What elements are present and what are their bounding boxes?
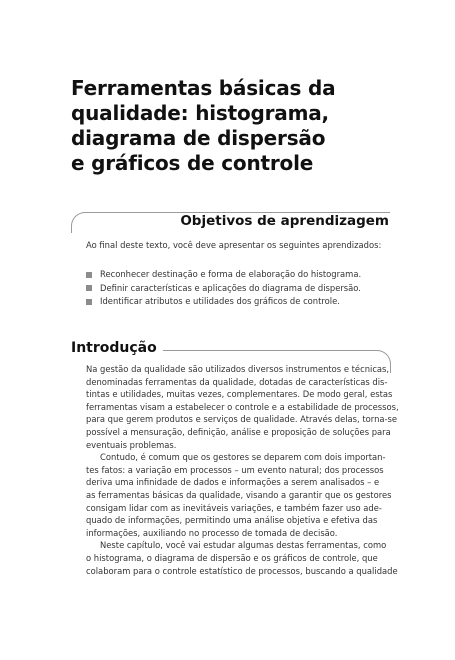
chapter-title-line: e gráficos de controle	[71, 151, 314, 175]
square-bullet-icon	[86, 299, 92, 305]
objectives-intro: Ao final deste texto, você deve apresentar os seguintes aprendizados:	[86, 240, 382, 250]
square-bullet-icon	[86, 272, 92, 278]
square-bullet-icon	[86, 285, 92, 291]
body-line: quado de informações, permitindo uma análise objetiva e efetiva das	[86, 515, 378, 526]
chapter-title-line: qualidade: histograma,	[71, 101, 329, 125]
objective-item-text: Identificar atributos e utilidades dos gráficos de controle.	[100, 296, 340, 306]
objective-item	[86, 268, 361, 282]
body-line: possível a mensuração, definição, análise e proposição de soluções para	[86, 426, 391, 437]
introduction-body	[86, 363, 399, 577]
body-line: Na gestão da qualidade são utilizados diversos instrumentos e técnicas,	[86, 364, 390, 374]
body-line: Contudo, é comum que os gestores se deparem com dois importan-	[100, 452, 386, 463]
body-line: denominadas ferramentas da qualidade, dotadas de características dis-	[86, 376, 388, 387]
objective-item-text: Reconhecer destinação e forma de elaboração do histograma.	[100, 269, 362, 279]
chapter-title-line: Ferramentas básicas da	[71, 76, 336, 100]
body-line: as ferramentas básicas da qualidade, visando a garantir que os gestores	[86, 489, 392, 500]
body-line: tes fatos: a variação em processos – um evento natural; dos processos	[86, 464, 384, 475]
body-line: Neste capítulo, você vai estudar algumas destas ferramentas, como	[100, 540, 387, 551]
objectives-list	[86, 268, 361, 309]
chapter-title	[71, 76, 401, 176]
body-line: o histograma, o diagrama de dispersão e os gráficos de controle, que	[86, 552, 378, 563]
objective-item	[86, 295, 361, 309]
body-line: consigam lidar com as inevitáveis variações, e também fazer uso ade-	[86, 502, 382, 513]
body-line: colaboram para o controle estatístico de processos, buscando a qualidade	[86, 565, 398, 576]
objectives-heading: Objetivos de aprendizagem	[173, 213, 389, 229]
body-line: para que gerem produtos e serviços de qualidade. Através delas, torna-se	[86, 414, 398, 425]
body-line: ferramentas visam a estabelecer o controle e a estabilidade de processos,	[86, 401, 399, 412]
body-line: eventuais problemas.	[86, 439, 177, 450]
body-line: deriva uma infinidade de dados e informações a serem analisados – e	[86, 477, 380, 488]
introduction-heading: Introdução	[71, 340, 163, 356]
body-line: informações, auxiliando no processo de tomada de decisão.	[86, 527, 338, 538]
body-line: tintas e utilidades, muitas vezes, complementares. De modo geral, estas	[86, 389, 393, 400]
objective-item	[86, 282, 361, 296]
objective-item-text: Definir características e aplicações do diagrama de dispersão.	[100, 282, 361, 293]
chapter-title-line: diagrama de dispersão	[71, 126, 326, 150]
